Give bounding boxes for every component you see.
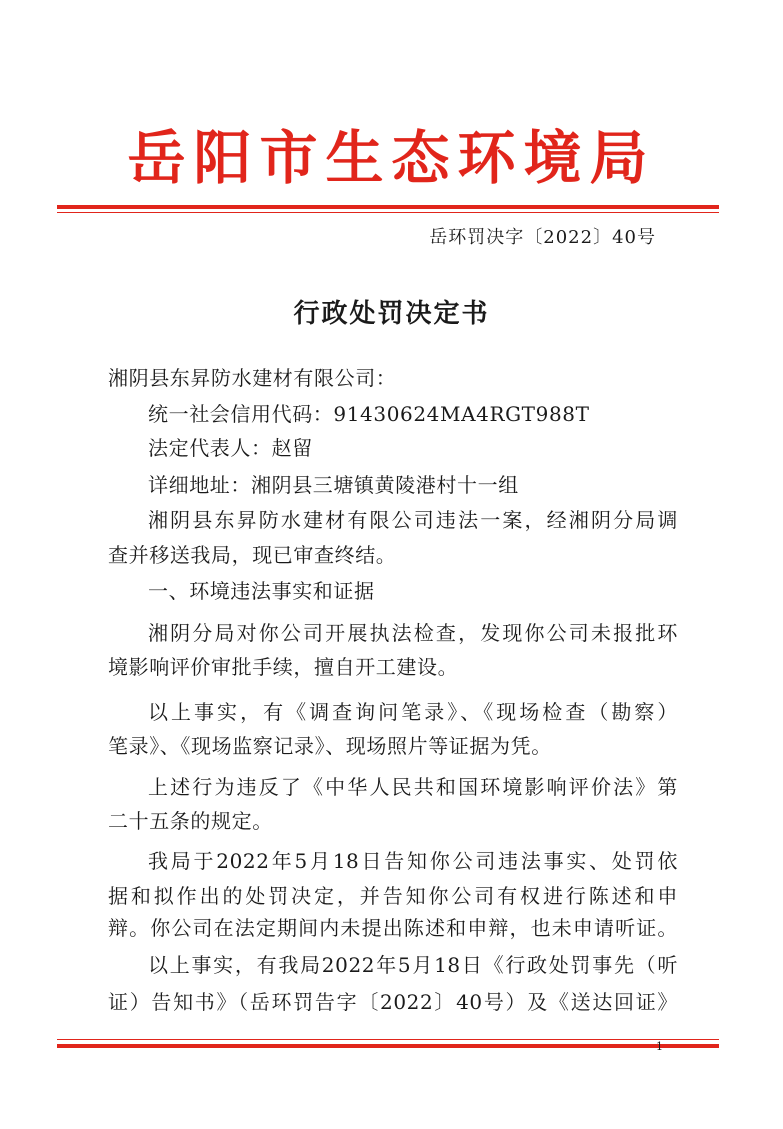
body-line: 查并移送我局，现已审查终结。 <box>108 543 397 567</box>
document-title: 行政处罚决定书 <box>293 299 490 329</box>
body-line: 我局于2022年5月18日告知你公司违法事实、处罚依 <box>148 849 678 873</box>
body-line: 湘阴分局对你公司开展执法检查，发现你公司未报批环 <box>148 621 678 645</box>
body-line: 证）告知书》（岳环罚告字〔2022〕40号）及《送达回证》 <box>108 990 678 1014</box>
body-line: 以上事实，有《调查询问笔录》、《现场检查（勘察） <box>148 700 678 724</box>
agency-name: 岳阳市生态环境局 <box>127 124 656 192</box>
body-line: 二十五条的规定。 <box>108 809 273 833</box>
footer-rule-thick <box>57 1044 719 1048</box>
detailed-address: 详细地址：湘阴县三塘镇黄陵港村十一组 <box>148 473 519 497</box>
body-line: 据和拟作出的处罚决定，并告知你公司有权进行陈述和申 <box>108 884 678 908</box>
body-line: 境影响评价审批手续，擅自开工建设。 <box>108 655 459 679</box>
body-line: 笔录》、《现场监察记录》、现场照片等证据为凭。 <box>108 734 552 758</box>
credit-code: 统一社会信用代码：91430624MA4RGT988T <box>148 402 590 426</box>
header-rule-thin <box>57 212 719 213</box>
document-number: 岳环罚决字〔2022〕40号 <box>429 227 656 248</box>
legal-representative: 法定代表人：赵留 <box>148 436 313 460</box>
header-rule-thick <box>57 205 719 209</box>
footer-rule-thin <box>57 1039 719 1040</box>
section-heading: 一、环境违法事实和证据 <box>148 579 375 603</box>
body-line: 湘阴县东昇防水建材有限公司违法一案，经湘阴分局调 <box>148 508 678 532</box>
body-line: 以上事实，有我局2022年5月18日《行政处罚事先（听 <box>148 953 678 977</box>
page-number: 1 <box>656 1040 663 1053</box>
addressee: 湘阴县东昇防水建材有限公司： <box>108 366 397 390</box>
body-line: 辩。你公司在法定期间内未提出陈述和申辩，也未申请听证。 <box>108 916 678 940</box>
body-line: 上述行为违反了《中华人民共和国环境影响评价法》第 <box>148 775 678 799</box>
